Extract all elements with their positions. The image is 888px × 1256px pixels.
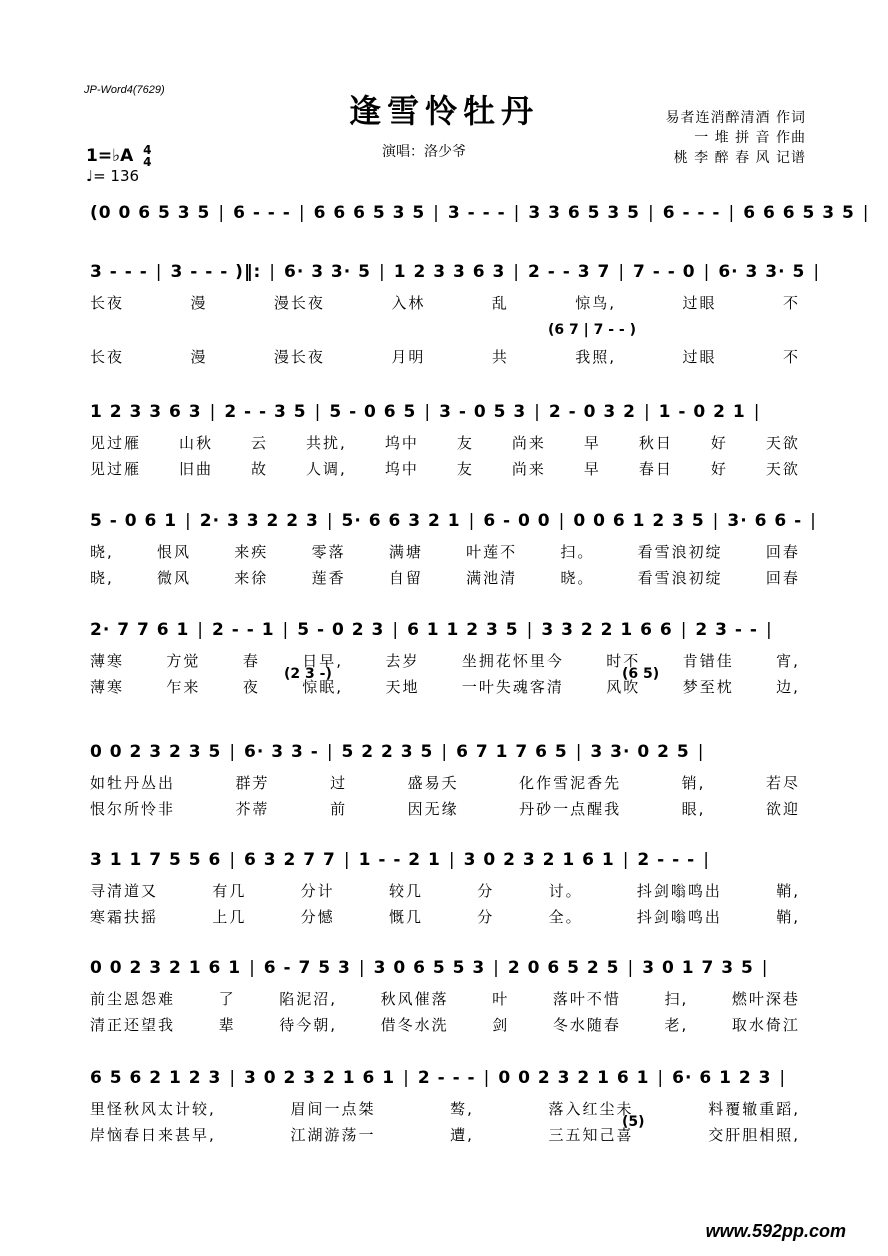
measure: 6 6 6 5 3 5 [313,203,426,223]
lyric-word: 满塘 [388,543,423,561]
lyric-word: 慨几 [388,908,423,926]
lyric-word: 不 [782,294,800,312]
measure: 3 - - - [447,203,506,223]
measure: 5 - 0 2 3 [297,620,385,640]
lyric-word: 寻清道又 [90,882,159,900]
lyric-word: 好 [710,434,728,452]
lyric-word: 寒霜扶摇 [90,908,159,926]
lyric-word: 时不 [606,652,641,670]
measure: 3 - - - [90,262,148,282]
barline: | [513,262,521,282]
lyric-word: 故 [251,460,269,478]
measure: 5 - 0 6 1 [90,511,178,531]
lyric-word: 方觉 [166,652,201,670]
lyric-verse-1 [90,432,800,453]
lyric-verse-1 [90,1098,800,1119]
measure: 3 3 2 2 1 6 6 [541,620,673,640]
lyric-word: 坞中 [384,460,419,478]
barline: | [657,1068,665,1088]
barline: | [448,850,456,870]
measure: 0 0 2 3 2 1 6 1 [498,1068,650,1088]
lyric-verse-2 [90,676,800,697]
barline: | [761,958,769,978]
measure: 3 3 6 5 3 5 [528,203,640,223]
measure: 0 0 6 1 2 3 5 [573,511,705,531]
barline: | [424,402,432,422]
barline: | [697,742,705,762]
lyric-word: 前 [330,800,348,818]
lyric-verse-2 [90,798,800,819]
lyric-word: 扫。 [560,543,595,561]
lyric-word: 旧曲 [179,460,214,478]
lyric-word: 坐拥花怀里今 [461,652,564,670]
barline: | [343,850,351,870]
lyric-word: 全。 [548,908,583,926]
lyric-word: 有几 [212,882,247,900]
lyric-word: 来徐 [234,569,269,587]
measure: 6 6 6 5 3 5 [743,203,855,223]
lyric-word: 三五知己喜 [548,1126,634,1144]
lyric-word: 分 [477,908,495,926]
measure: 0 0 2 3 2 3 5 [90,742,222,762]
song-title: 逢雪怜牡丹 [348,92,539,130]
lyric-word: 叶 [492,990,510,1008]
measure: 2· 3 3 2 2 3 [199,511,319,531]
lyric-word: 长夜 [90,294,125,312]
lyric-word: 月明 [391,348,426,366]
lyric-word: 抖剑嗡鸣出 [636,908,722,926]
barline: | [493,958,500,978]
barline: | [155,262,163,282]
lyric-word: 燃叶深巷 [731,990,800,1008]
key-text: 1=♭A [86,146,134,166]
notation-line [88,850,716,876]
alternate-notation: (6 5) [622,666,660,682]
measure: 6· 3 3· 5 [718,262,806,282]
lyric-word: 因无缘 [407,800,459,818]
measure: 6· 3 3 - [244,742,319,762]
measure: 3 3· 0 2 5 [590,742,690,762]
alternate-notation: (6 7 | 7 - - ) [548,322,636,338]
measure: 6 - 0 0 [483,511,551,531]
lyric-word: 人调, [306,460,347,478]
barline: | [643,402,651,422]
lyric-word: 回春 [765,569,800,587]
lyric-word: 风吹 [606,678,641,696]
lyric-word: 群芳 [235,774,270,792]
lyric-verse-2 [90,346,800,367]
lyric-word: 叶莲不 [466,543,518,561]
barline: | [862,203,870,223]
notation-line [88,742,710,768]
lyric-word: 早 [583,434,601,452]
lyric-word: 化作雪泥香先 [519,774,622,792]
lyric-word: 晓, [90,543,114,561]
lyric-word: 看雪浪初绽 [637,543,723,561]
barline: | [483,1068,491,1088]
lyric-word: 乍来 [166,678,201,696]
lyric-word: 清正还望我 [90,1016,176,1034]
notation-credit: 桃 李 醉 春 风 记谱 [673,150,806,166]
tempo-mark: ♩= 136 [86,167,140,185]
measure: 3 0 6 5 5 3 [373,958,486,978]
measure: 1 - 0 2 1 [658,402,746,422]
lyric-word: 见过雁 [90,434,142,452]
lyric-word: 去岁 [385,652,420,670]
lyric-word: 前尘恩怨难 [90,990,176,1008]
lyric-word: 共扰, [306,434,347,452]
lyric-word: 剑 [492,1016,510,1034]
measure: 0 0 2 3 2 1 6 1 [90,958,242,978]
lyric-word: 欲迎 [765,800,800,818]
lyric-word: 来疾 [234,543,269,561]
lyric-word: 肯错佳 [682,652,734,670]
lyric-word: 友 [456,434,474,452]
barline: | [575,742,583,762]
measure: 6· 3 3· 5 [283,262,371,282]
lyric-word: 秋风催落 [380,990,449,1008]
lyric-word: 满池清 [466,569,518,587]
barline: | [209,402,217,422]
barline: | [249,958,256,978]
lyric-verse-1 [90,988,800,1009]
barline: | [441,742,449,762]
time-sig-bottom: 4 [143,155,152,169]
measure: 2 - 0 3 2 [548,402,636,422]
lyric-word: 过 [330,774,348,792]
watermark: www.592pp.com [705,1221,846,1241]
barline: | [526,620,534,640]
barline: | [647,203,655,223]
lyric-word: 入林 [391,294,426,312]
alternate-notation: (5) [622,1114,645,1130]
barline: | [765,620,773,640]
lyric-word: 日早, [302,652,344,670]
lyric-word: 零落 [311,543,346,561]
lyric-word: 微风 [157,569,192,587]
lyric-word: 回春 [765,543,800,561]
lyric-word: 眉间一点桀 [290,1100,376,1118]
barline: | [703,262,711,282]
lyric-word: 盛易夭 [407,774,459,792]
time-sig-top: 4 [143,143,152,157]
lyric-word: 山秋 [179,434,214,452]
lyric-word: 春 [242,652,260,670]
barline: | [680,620,688,640]
lyric-word: 看雪浪初绽 [637,569,723,587]
barline: | [197,620,205,640]
lyric-word: 惊鸟, [575,294,617,312]
lyric-word: 芥蒂 [235,800,270,818]
lyric-word: 夜 [242,678,260,696]
measure: 5 - 0 6 5 [329,402,417,422]
lyric-word: 过眼 [682,294,717,312]
lyric-word: 云 [251,434,269,452]
lyric-word: 梦至枕 [682,678,734,696]
lyric-word: 晓, [90,569,114,587]
measure: 3 1 1 7 5 5 6 [90,850,222,870]
measure: 3· 6 6 - [727,511,803,531]
lyric-word: 尚来 [511,434,546,452]
measure: 3 - 0 5 3 [439,402,527,422]
lyric-word: 自留 [388,569,423,587]
notation-line [88,620,779,646]
lyric-word: 销, [681,774,706,792]
barline: | [513,203,521,223]
lyric-word: 过眼 [682,348,717,366]
measure: 6 - - - [233,203,291,223]
lyric-word: 友 [456,460,474,478]
measure: 5· 6 6 3 2 1 [341,511,461,531]
measure: 6 - 7 5 3 [263,958,351,978]
lyric-verse-2 [90,906,800,927]
lyric-word: 遭, [450,1126,474,1144]
lyric-word: 漫长夜 [273,348,325,366]
lyric-word: 漫长夜 [273,294,325,312]
lyric-verse-1 [90,541,800,562]
measure: 6 - - - [662,203,721,223]
measure: 1 2 3 3 6 3 [90,402,202,422]
barline: | [229,1068,237,1088]
measure: 6 1 1 2 3 5 [407,620,519,640]
measure: 2 3 - - [695,620,758,640]
lyric-word: 讨。 [548,882,583,900]
barline: | [622,850,630,870]
lyric-word: 江湖游荡一 [290,1126,376,1144]
lyric-word: 分憾 [300,908,335,926]
lyric-word: 了 [218,990,236,1008]
notation-line [88,203,876,229]
lyric-word: 宵, [776,652,800,670]
barline: | [378,262,386,282]
notation-line [88,402,766,428]
measure: 3 0 2 3 2 1 6 1 [463,850,615,870]
lyric-word: 乱 [491,294,509,312]
lyric-verse-1 [90,772,800,793]
lyric-word: 天欲 [765,460,800,478]
barline: | [326,511,334,531]
measure: 3 - - - )‖: [170,262,262,282]
lyric-word: 天欲 [765,434,800,452]
lyric-verse-2 [90,567,800,588]
composer-credit: 一 堆 拼 音 作曲 [694,130,806,146]
measure: 6· 6 1 2 3 [672,1068,772,1088]
lyric-word: 早 [583,460,601,478]
barline: | [810,511,817,531]
lyric-word: 鞘, [776,882,800,900]
lyric-word: 漫 [190,294,208,312]
lyric-word: 交肝胆相照, [708,1126,800,1144]
barline: | [703,850,710,870]
measure: 2 0 6 5 2 5 [507,958,620,978]
measure: 6 3 2 7 7 [244,850,336,870]
barline: | [218,203,226,223]
lyric-word: 落入红尘未 [548,1100,634,1118]
lyricist-credit: 易者连消醉清酒 作词 [665,110,806,126]
lyric-word: 坞中 [384,434,419,452]
measure: 7 - - 0 [633,262,696,282]
measure: (0 0 6 5 3 5 [90,203,211,223]
lyric-word: 恨风 [157,543,192,561]
lyric-verse-1 [90,880,800,901]
lyric-word: 里怪秋风太计较, [90,1100,216,1118]
measure: 2 - - - [637,850,696,870]
barline: | [433,203,440,223]
barline: | [314,402,322,422]
lyric-word: 扫, [664,990,689,1008]
lyric-word: 老, [664,1016,689,1034]
lyric-word: 晓。 [560,569,595,587]
barline: | [753,402,761,422]
lyric-verse-1 [90,650,800,671]
measure: 2 - - 3 5 [224,402,307,422]
lyric-word: 骜, [450,1100,474,1118]
lyric-verse-2 [90,458,800,479]
barline: | [358,958,366,978]
lyric-word: 长夜 [90,348,125,366]
lyric-word: 共 [491,348,509,366]
barline: | [229,742,237,762]
measure: 6 5 6 2 1 2 3 [90,1068,222,1088]
lyric-word: 莲香 [311,569,346,587]
barline: | [269,262,276,282]
barline: | [392,620,400,640]
lyric-word: 若尽 [765,774,800,792]
lyric-word: 好 [710,460,728,478]
measure: 2 - - 1 [212,620,275,640]
barline: | [712,511,720,531]
lyric-word: 鞘, [776,908,800,926]
notation-line [88,958,775,984]
lyric-word: 上几 [212,908,247,926]
lyric-word: 较几 [388,882,423,900]
barline: | [728,203,736,223]
lyric-word: 见过雁 [90,460,142,478]
lyric-word: 不 [782,348,800,366]
lyric-word: 借冬水洗 [380,1016,449,1034]
lyric-word: 春日 [638,460,673,478]
barline: | [298,203,306,223]
measure: 1 2 3 3 6 3 [393,262,506,282]
measure: 1 - - 2 1 [358,850,441,870]
lyric-verse-2 [90,1124,800,1145]
notation-line [88,1068,792,1094]
lyric-word: 丹砂一点醒我 [519,800,622,818]
measure: 6 7 1 7 6 5 [456,742,568,762]
lyric-word: 秋日 [638,434,673,452]
barline: | [779,1068,787,1088]
lyric-word: 分计 [300,882,335,900]
barline: | [813,262,821,282]
measure: 5 2 2 3 5 [341,742,434,762]
measure: 2 - - 3 7 [528,262,611,282]
measure: 2 - - - [417,1068,476,1088]
barline: | [534,402,541,422]
lyric-word: 边, [776,678,800,696]
lyric-word: 冬水随春 [552,1016,621,1034]
lyric-word: 薄寒 [90,678,125,696]
lyric-word: 尚来 [511,460,546,478]
notation-line [88,511,823,537]
lyric-word: 惊眠, [302,678,344,696]
singer: 演唱：洛少爷 [382,144,466,160]
software-tag: JP-Word4(7629) [84,84,165,96]
lyric-word: 取水倚江 [731,1016,800,1034]
lyric-word: 落叶不惜 [552,990,621,1008]
lyric-word: 薄寒 [90,652,125,670]
measure: 3 0 1 7 3 5 [642,958,754,978]
notation-line [88,262,826,288]
lyric-word: 我照, [575,348,617,366]
lyric-word: 如牡丹丛出 [90,774,176,792]
barline: | [326,742,334,762]
lyric-word: 一叶失魂客清 [461,678,564,696]
barline: | [468,511,476,531]
barline: | [618,262,626,282]
lyric-verse-1 [90,292,800,313]
lyric-word: 分 [477,882,495,900]
lyric-verse-2 [90,1014,800,1035]
lyric-word: 恨尔所怜非 [90,800,176,818]
measure: 3 0 2 3 2 1 6 1 [244,1068,396,1088]
barline: | [229,850,237,870]
lyric-word: 抖剑嗡鸣出 [636,882,722,900]
lyric-word: 料覆辙重蹈, [708,1100,800,1118]
barline: | [403,1068,410,1088]
lyric-word: 岸恼春日来甚早, [90,1126,216,1144]
alternate-notation: (2 3 -) [284,666,332,682]
lyric-word: 眼, [681,800,706,818]
lyric-word: 漫 [190,348,208,366]
barline: | [558,511,566,531]
lyric-word: 陷泥沼, [279,990,338,1008]
barline: | [185,511,192,531]
lyric-word: 天地 [385,678,420,696]
barline: | [282,620,290,640]
lyric-word: 待今朝, [279,1016,338,1034]
measure: 2· 7 7 6 1 [90,620,190,640]
lyric-word: 辈 [218,1016,236,1034]
barline: | [627,958,635,978]
